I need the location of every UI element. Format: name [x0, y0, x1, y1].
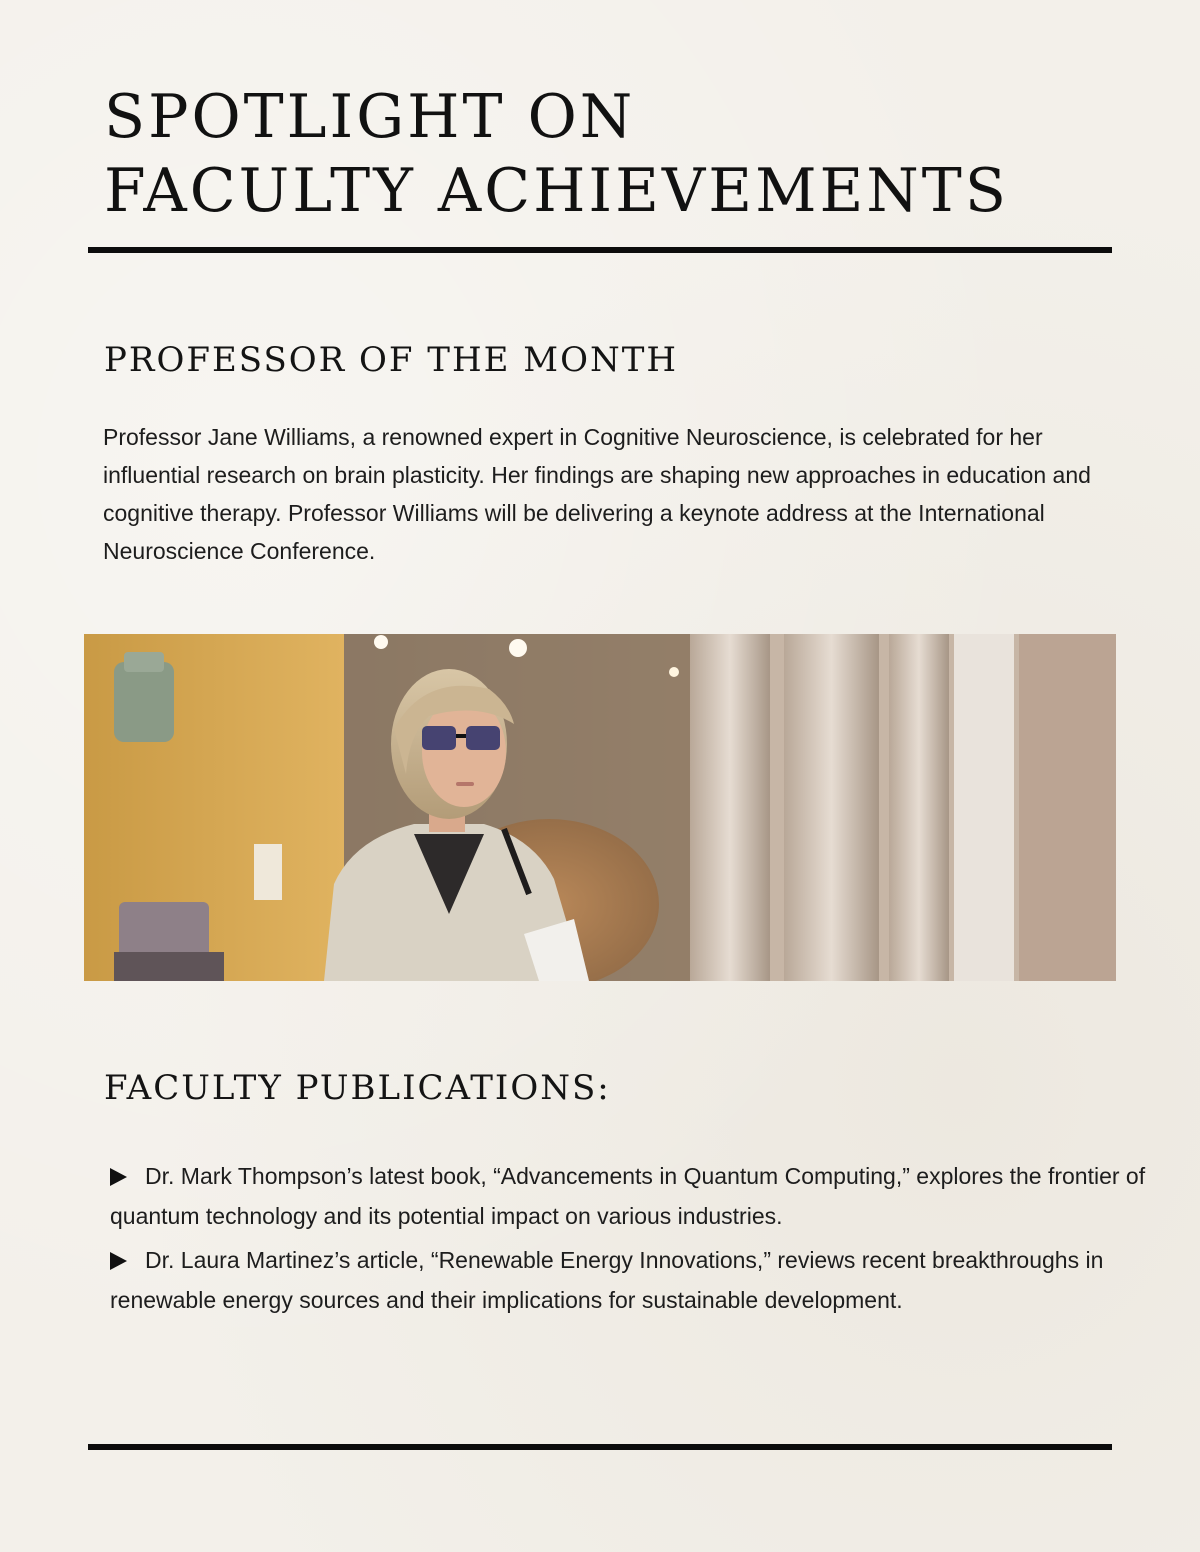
triangle-bullet-icon — [110, 1252, 127, 1270]
professor-of-the-month-heading: PROFESSOR OF THE MONTH — [104, 340, 679, 380]
page-title-line-1: SPOTLIGHT ON — [104, 82, 636, 152]
page-title-line-2: FACULTY ACHIEVEMENTS — [104, 156, 1009, 226]
list-item — [110, 1240, 1150, 1320]
list-item — [110, 1156, 1150, 1236]
bottom-divider — [88, 1444, 1112, 1450]
page-title — [104, 80, 1009, 228]
faculty-publications-heading: FACULTY PUBLICATIONS: — [104, 1068, 611, 1108]
top-divider — [88, 247, 1112, 253]
publications-list — [110, 1156, 1150, 1324]
professor-photo — [84, 634, 1116, 981]
professor-description: Professor Jane Williams, a renowned expert in Cognitive Neuroscience, is celebrated for her influential research on brain plasticity. Her findings are shaping new approaches in education and cognitive therapy. Professor Williams will be delivering a keynote address at the International Neuroscience Conference. — [103, 424, 1091, 564]
publication-text: Dr. Mark Thompson’s latest book, “Advancements in Quantum Computing,” explores the frontier of quantum technology and its potential impact on various industries. — [110, 1163, 1146, 1229]
triangle-bullet-icon — [110, 1168, 127, 1186]
publication-text: Dr. Laura Martinez’s article, “Renewable Energy Innovations,” reviews recent breakthroughs in renewable energy sources and their implications for sustainable development. — [110, 1247, 1104, 1313]
